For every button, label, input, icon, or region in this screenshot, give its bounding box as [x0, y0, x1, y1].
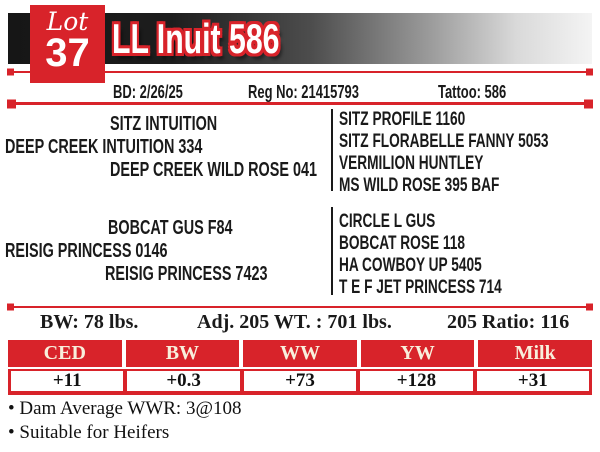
lot-badge — [30, 5, 105, 83]
note-heifers: • Suitable for Heifers — [8, 422, 170, 443]
birth-weight: BW: 78 lbs. — [40, 311, 139, 333]
ancestor-name: T E F JET PRINCESS 714 — [339, 277, 502, 298]
note-dam-wwr: • Dam Average WWR: 3@108 — [8, 398, 242, 419]
divider-rule-stats — [8, 306, 592, 308]
epd-header-row — [8, 340, 592, 367]
birth-date: BD: 2/26/25 — [113, 82, 183, 102]
dam-name: REISIG PRINCESS 0146 — [5, 240, 168, 262]
registration-number: Reg No: 21415793 — [248, 82, 359, 102]
epd-value-milk: +31 — [477, 371, 589, 391]
epd-header-yw: YW — [361, 340, 479, 367]
ancestor-name: HA COWBOY UP 5405 — [339, 255, 482, 276]
ancestor-name: VERMILION HUNTLEY — [339, 153, 484, 174]
epd-value-yw: +128 — [360, 371, 472, 391]
ancestor-name: SITZ PROFILE 1160 — [339, 109, 466, 130]
tattoo-number: Tattoo: 586 — [438, 82, 507, 102]
pedigree-divider-dam — [331, 207, 333, 295]
sire-grandsire: SITZ INTUITION — [110, 113, 218, 135]
epd-header-bw: BW — [126, 340, 244, 367]
ancestor-name: BOBCAT ROSE 118 — [339, 233, 465, 254]
adjusted-weight: Adj. 205 WT. : 701 lbs. — [197, 311, 392, 333]
dam-grandsire: BOBCAT GUS F84 — [108, 217, 233, 239]
dam-ancestor-list — [339, 211, 502, 299]
pedigree-divider-sire — [331, 109, 333, 191]
sire-name: DEEP CREEK INTUITION 334 — [5, 136, 203, 158]
epd-header-ww: WW — [243, 340, 361, 367]
dam-granddam: REISIG PRINCESS 7423 — [105, 263, 268, 285]
epd-value-bw: +0.3 — [127, 371, 239, 391]
divider-rule-id — [8, 102, 592, 105]
epd-value-row — [8, 369, 592, 395]
sire-ancestor-list — [339, 109, 549, 197]
epd-value-ced: +11 — [11, 371, 123, 391]
lot-label: Lot — [46, 7, 89, 36]
lot-number: 37 — [45, 31, 90, 75]
ancestor-name: SITZ FLORABELLE FANNY 5053 — [339, 131, 549, 152]
ancestor-name: MS WILD ROSE 395 BAF — [339, 175, 500, 196]
epd-header-milk: Milk — [514, 342, 556, 364]
ancestor-name: CIRCLE L GUS — [339, 211, 436, 232]
animal-name-title: LL Inuit 586 — [112, 15, 280, 62]
epd-header-ced: CED — [8, 340, 126, 367]
epd-value-ww: +73 — [244, 371, 356, 391]
sire-granddam: DEEP CREEK WILD ROSE 041 — [110, 159, 317, 181]
ratio-205: 205 Ratio: 116 — [447, 311, 570, 333]
epd-table — [8, 340, 592, 395]
